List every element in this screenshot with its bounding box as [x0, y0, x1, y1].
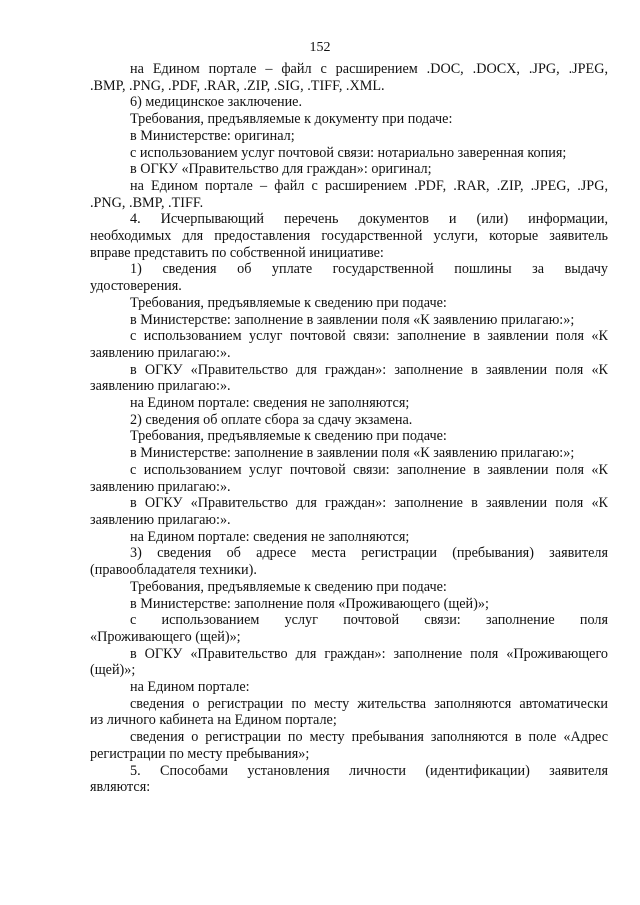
text-line: на Едином портале: [130, 679, 250, 696]
text-line: в ОГКУ «Правительство для граждан»: оригинал; [130, 161, 432, 178]
text-line: вправе представить по собственной инициативе: [90, 244, 384, 261]
text-line: (правообладателя техники). [90, 562, 257, 579]
text-line: Требования, предъявляемые к сведению при подаче: [130, 578, 447, 595]
text-line: в ОГКУ «Правительство для граждан»: заполнение поля «Проживающего [130, 645, 608, 662]
text-line: 1) сведения об уплате государственной пошлины за выдачу [130, 261, 608, 278]
text-line: на Едином портале: сведения не заполняются; [130, 528, 410, 545]
text-line: 3) сведения об адресе места регистрации (пребывания) заявителя [130, 545, 608, 562]
text-line: в Министерстве: заполнение в заявлении поля «К заявлению прилагаю:»; [130, 311, 575, 328]
text-line: сведения о регистрации по месту жительства заполняются автоматически [130, 695, 608, 712]
text-line: являются: [90, 779, 151, 796]
text-line: в ОГКУ «Правительство для граждан»: заполнение в заявлении поля «К [130, 361, 608, 378]
text-line: на Едином портале – файл с расширением .PDF, .RAR, .ZIP, .JPEG, .JPG, [130, 177, 608, 194]
text-line: с использованием услуг почтовой связи: заполнение поля [130, 612, 608, 629]
text-line: с использованием услуг почтовой связи: нотариально заверенная копия; [130, 144, 567, 161]
text-line: Требования, предъявляемые к сведению при подаче: [130, 428, 447, 445]
text-line: Требования, предъявляемые к сведению при подаче: [130, 294, 447, 311]
text-line: заявлению прилагаю:». [90, 511, 231, 528]
text-line: 2) сведения об оплате сбора за сдачу экзамена. [130, 411, 413, 428]
text-line: заявлению прилагаю:». [90, 378, 231, 395]
text-line: заявлению прилагаю:». [90, 478, 231, 495]
text-line: .PNG, .BMP, .TIFF. [90, 194, 204, 211]
text-line: из личного кабинета на Едином портале; [90, 712, 337, 729]
text-line: .BMP, .PNG, .PDF, .RAR, .ZIP, .SIG, .TIFF, .XML. [90, 77, 385, 94]
text-line: на Едином портале – файл с расширением .DOC, .DOCX, .JPG, .JPEG, [130, 61, 608, 77]
text-line: «Проживающего (щей)»; [90, 628, 241, 645]
document-body [90, 61, 608, 796]
text-line: необходимых для предоставления государственной услуги, которые заявитель [90, 228, 608, 245]
text-line: регистрации по месту пребывания»; [90, 745, 310, 762]
text-line: (щей)»; [90, 662, 136, 679]
text-line: в Министерстве: заполнение в заявлении поля «К заявлению прилагаю:»; [130, 445, 575, 462]
text-line: на Едином портале: сведения не заполняются; [130, 395, 410, 412]
text-line: 4. Исчерпывающий перечень документов и (или) информации, [130, 211, 608, 228]
text-line: с использованием услуг почтовой связи: заполнение в заявлении поля «К [130, 461, 608, 478]
text-line: заявлению прилагаю:». [90, 344, 231, 361]
text-line: с использованием услуг почтовой связи: заполнение в заявлении поля «К [130, 328, 608, 345]
text-line: 6) медицинское заключение. [130, 94, 303, 111]
text-line: сведения о регистрации по месту пребывания заполняются в поле «Адрес [130, 729, 608, 746]
page-number: 152 [309, 40, 331, 55]
text-line: в Министерстве: заполнение поля «Проживающего (щей)»; [130, 595, 489, 612]
text-line: удостоверения. [90, 278, 182, 295]
text-line: в ОГКУ «Правительство для граждан»: заполнение в заявлении поля «К [130, 495, 608, 512]
text-line: Требования, предъявляемые к документу при подаче: [130, 111, 453, 128]
text-line: 5. Способами установления личности (идентификации) заявителя [130, 762, 608, 779]
text-line: в Министерстве: оригинал; [130, 127, 295, 144]
